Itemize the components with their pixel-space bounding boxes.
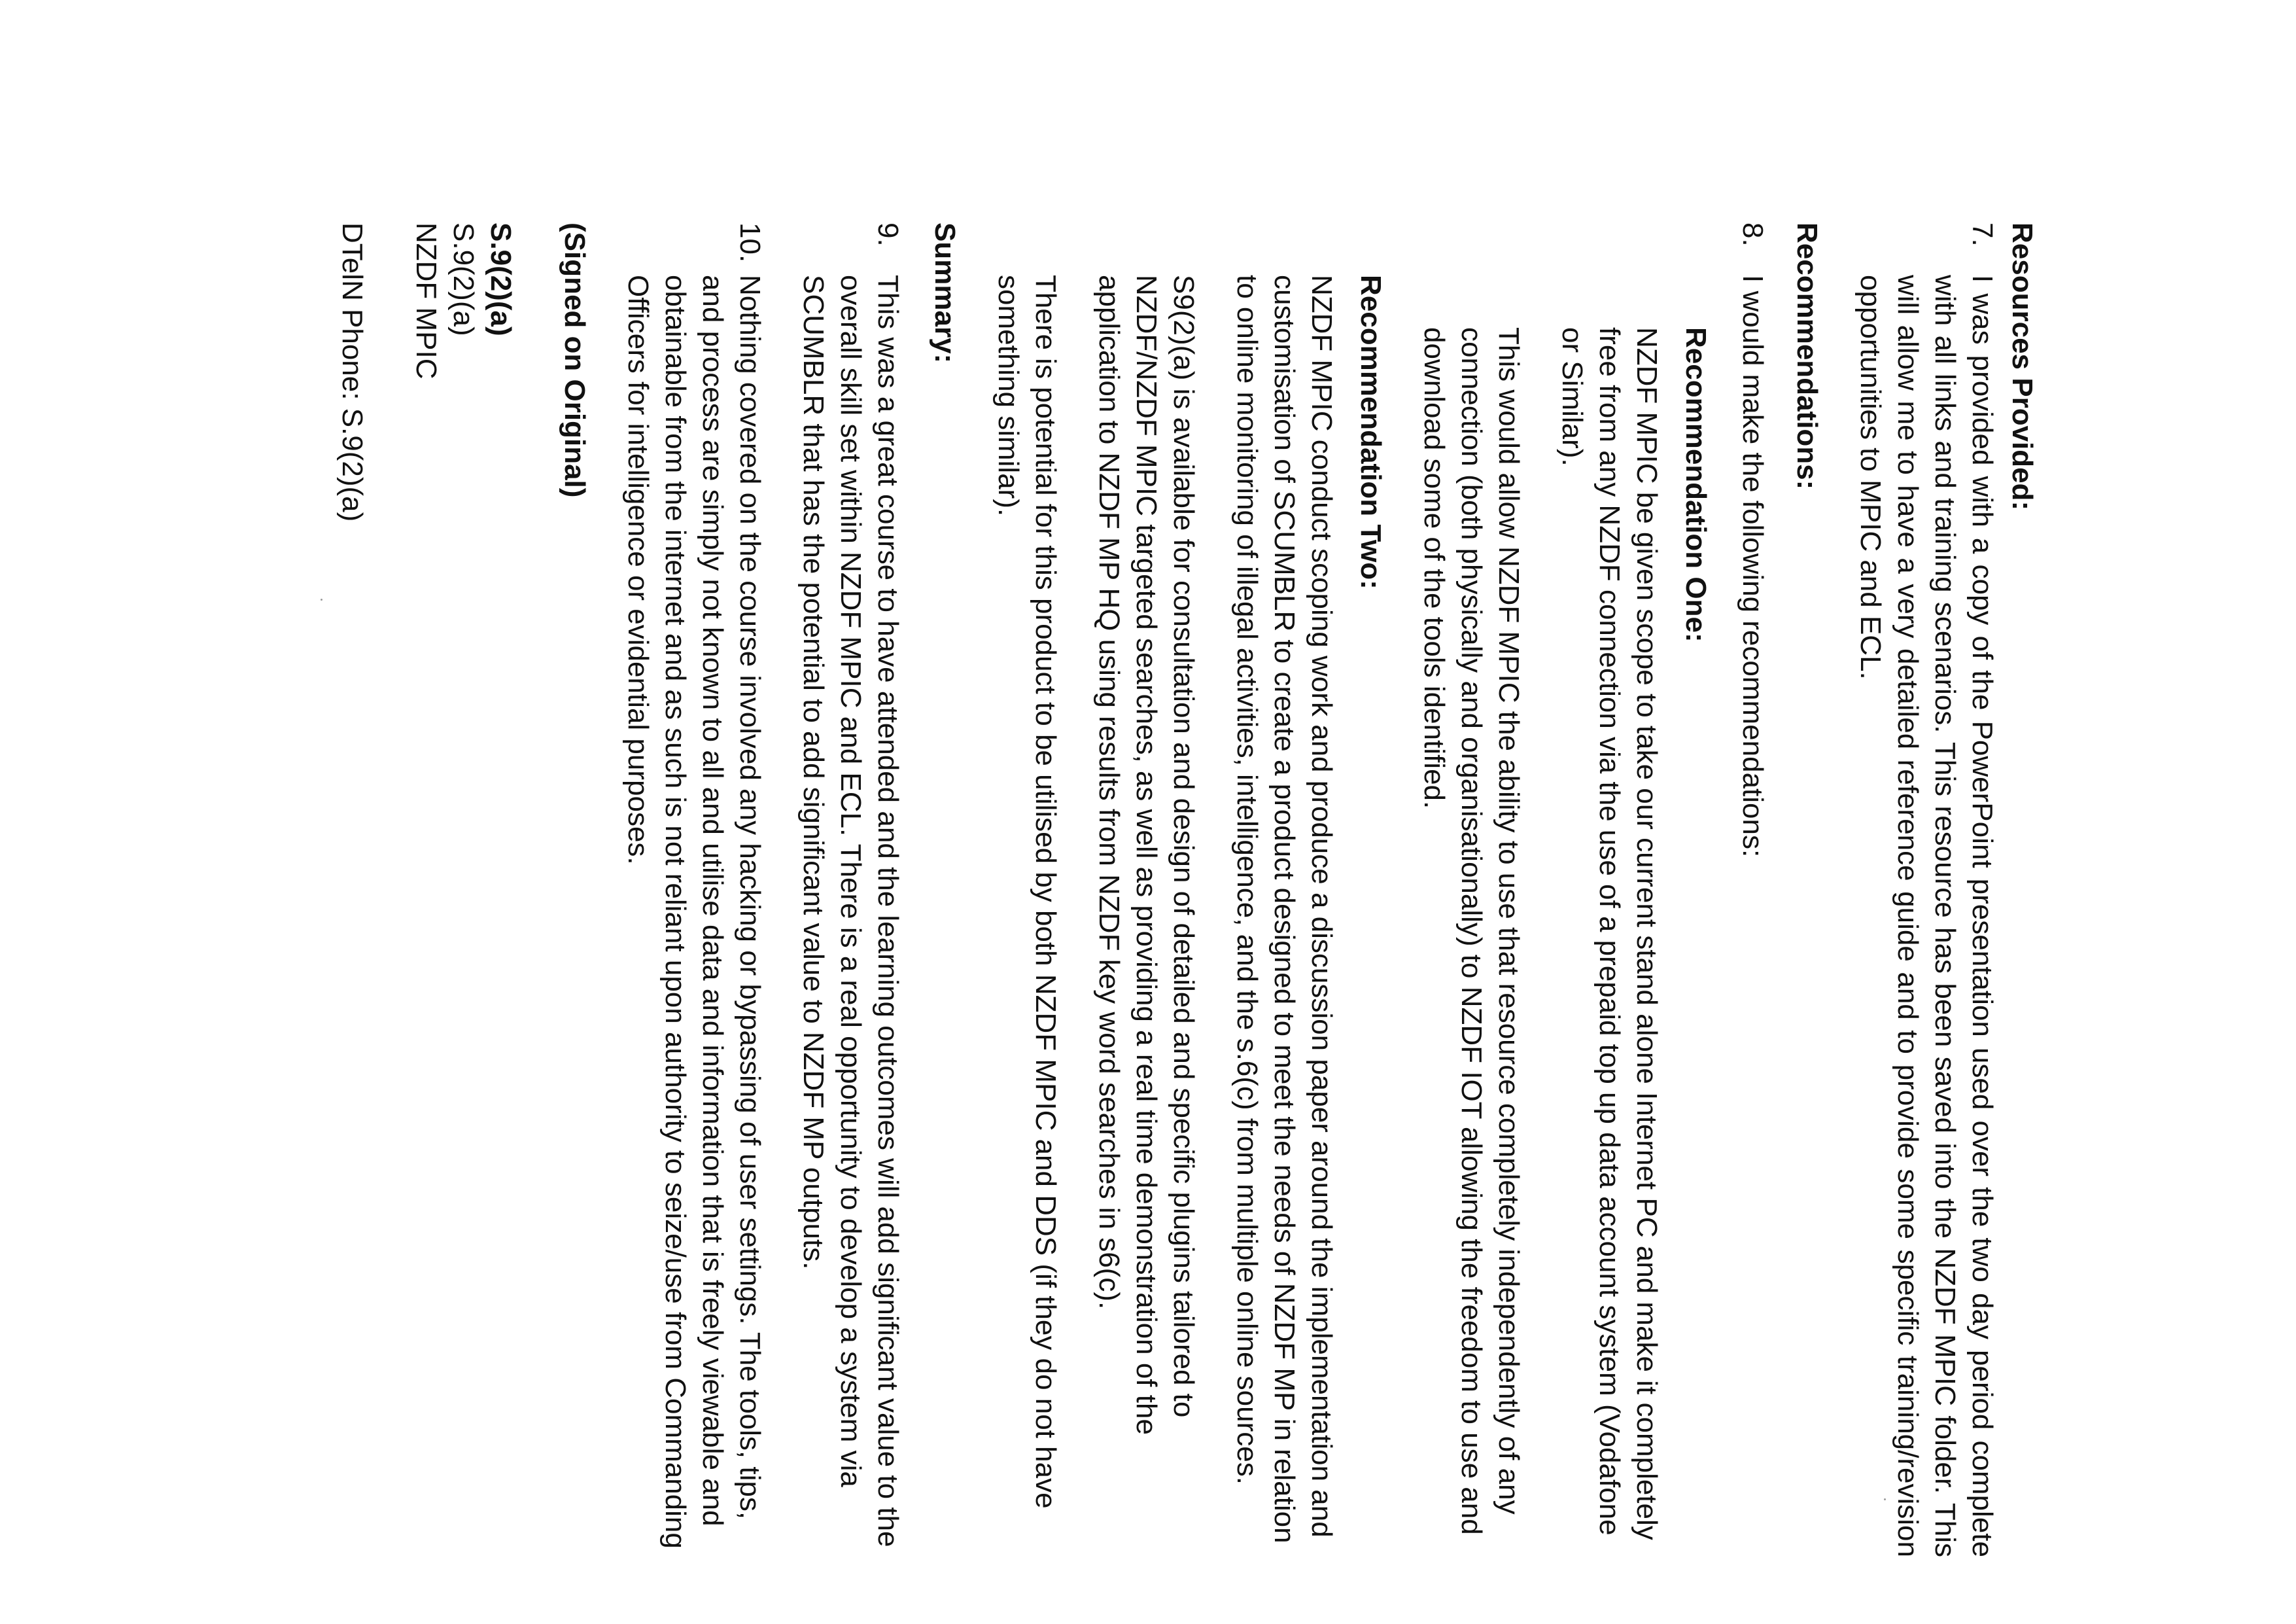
recommendation-one-paragraph: This would allow NZDF MPIC the ability to use that resource completely independently of any connection (both physically and organisationally) to NZDF IOT allowing the freedom to use and download some of the tools identified. [1418,327,1525,1535]
recommendation-two-paragraph: There is potential for this product to be utilised by both NZDF MPIC and DDS (if they do not have something similar). [992,275,1062,1509]
paragraph-number: 10. [734,222,766,263]
paragraph-number: 9. [872,222,904,247]
paragraph-7 [1852,222,2001,1557]
paragraph-9 [795,222,907,1557]
paragraph-8 [1734,222,1771,1557]
recommendation-one-paragraph: NZDF MPIC be given scope to take our current stand alone Internet PC and make it completely free from any NZDF connection via the use of a prepaid top up data account system (Vodafone or Similar). [1556,327,1663,1540]
recommendation-one-heading: Recommendation One: [1680,327,1712,643]
signatory-phone: DTelN Phone: S.9(2)(a) [336,222,368,522]
recommendation-one-body [1416,275,1665,1557]
paragraph-text: Nothing covered on the course involved any hacking or bypassing of user settings. The tools, tips, and process are simply not known to all and utilise data and information that is freely viewable and obtainable from the internet and as such is not reliant upon authority to seize/use from Commanding Officers for intelligence or evidential purposes. [622,275,766,1549]
paragraph-number: 8. [1737,222,1769,247]
recommendation-two-heading: Recommendation Two: [1355,275,1387,590]
signed-on-original-note: (Signed on Original) [559,222,591,498]
resources-heading: Resources Provided: [2006,222,2038,511]
recommendation-two [990,222,1389,1557]
paragraph-text: I would make the following recommendations: [1737,275,1769,858]
summary-heading: Summary: [929,222,961,364]
recommendation-two-body [990,275,1340,1557]
signatory-rank: S.9(2)(a) [447,222,479,336]
recommendation-one [1416,222,1714,1557]
paragraph-10 [619,222,769,1557]
recommendation-two-paragraph: NZDF MPIC conduct scoping work and produce a discussion paper around the implementation and customisation of SCUMBLR to create a product designed to meet the needs of NZDF MP in relation to online monitoring of illegal activities, intelligence, and the s.6(c) from multiple online sources. [1231,275,1338,1544]
paragraph-text: This was a great course to have attended and the learning outcomes will add significant value to the overall skill set within NZDF MPIC and ECL. There is a real opportunity to develop a system via SCUMBLR that has the potential to add significant value to NZDF MP outputs. [797,275,904,1547]
signatory-unit: NZDF MPIC [410,222,442,380]
rotated-document-body [170,222,2041,1557]
recommendations-heading: Recommendations: [1791,222,1823,490]
recommendation-two-paragraph: S9(2)(a) is available for consultation and design of detailed and specific plugins tailored to NZDF/NZDF MPIC targeted searches, as well as providing a real time demonstration of the application to NZDF MP HQ using results from NZDF key word searches in s6(c). [1093,275,1200,1435]
paragraph-number: 7. [1966,222,1998,247]
signatory-name: S.9(2)(a) [485,222,517,336]
paragraph-text: I was provided with a copy of the PowerPoint presentation used over the two day period complete with all links and training scenarios. This resource has been saved into the NZDF MPIC folder. This will allow me to have a very detailed reference guide and to provide some specific training/revision opportunities to MPIC and ECL. [1854,275,1998,1557]
